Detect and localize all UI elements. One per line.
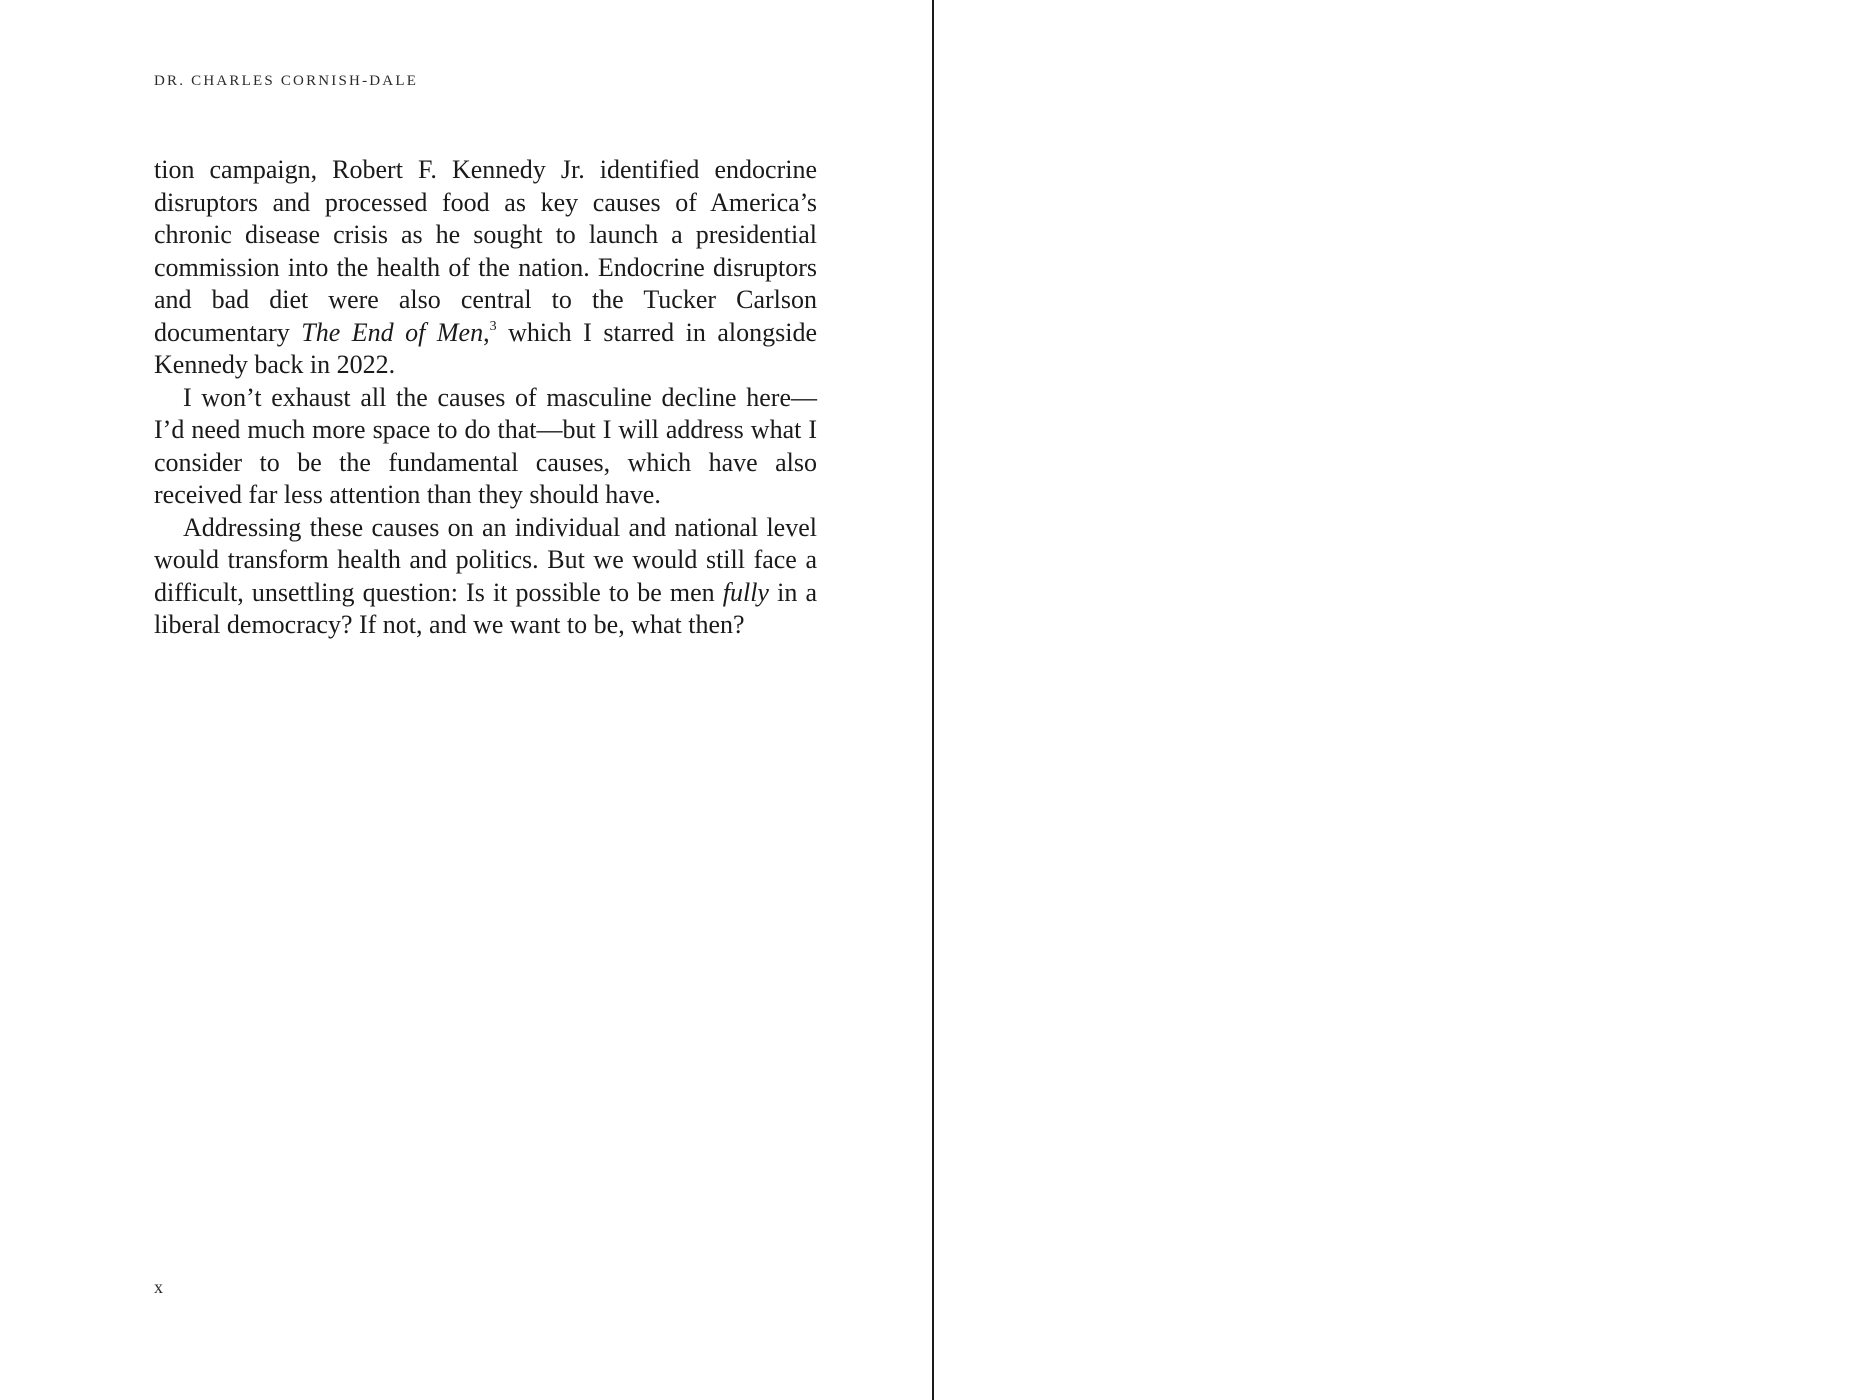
paragraph-1: [154, 154, 817, 382]
page-gutter-divider: [932, 0, 934, 1400]
footnote-marker[interactable]: 3: [489, 318, 497, 334]
body-text: [154, 154, 817, 642]
paragraph-1-comma: ,: [483, 317, 490, 347]
paragraph-3-text-b: in a liberal democracy? If not, and we want to be, what then?: [154, 577, 817, 639]
paragraph-1-text-a: tion campaign, Robert F. Kennedy Jr. identified endocrine disruptors and processed food as key causes of America’s chronic disease crisis as he sought to launch a presidential commission into the health of the nation. Endocrine disruptors and bad diet were also central to the Tucker Carlson documentary: [154, 155, 817, 347]
running-head: DR. CHARLES CORNISH-DALE: [154, 73, 419, 89]
right-page-blank: [936, 0, 1866, 1400]
paragraph-3-text-a: Addressing these causes on an individual and national level would transform health and politics. But we would still face a difficult, unsettling question: Is it possible to be men: [154, 512, 817, 607]
emphasis-fully: fully: [722, 577, 769, 607]
paragraph-1-text-c: which I starred in alongside Kennedy back in 2022.: [154, 317, 817, 379]
paragraph-2: I won’t exhaust all the causes of masculine decline here—I’d need much more space to do that—but I will address what I consider to be the fundamental causes, which have also received far less attention than they should have.: [154, 382, 817, 509]
page-number: x: [154, 1277, 163, 1297]
paragraph-3: [154, 512, 817, 642]
film-title: The End of Men: [301, 317, 484, 347]
